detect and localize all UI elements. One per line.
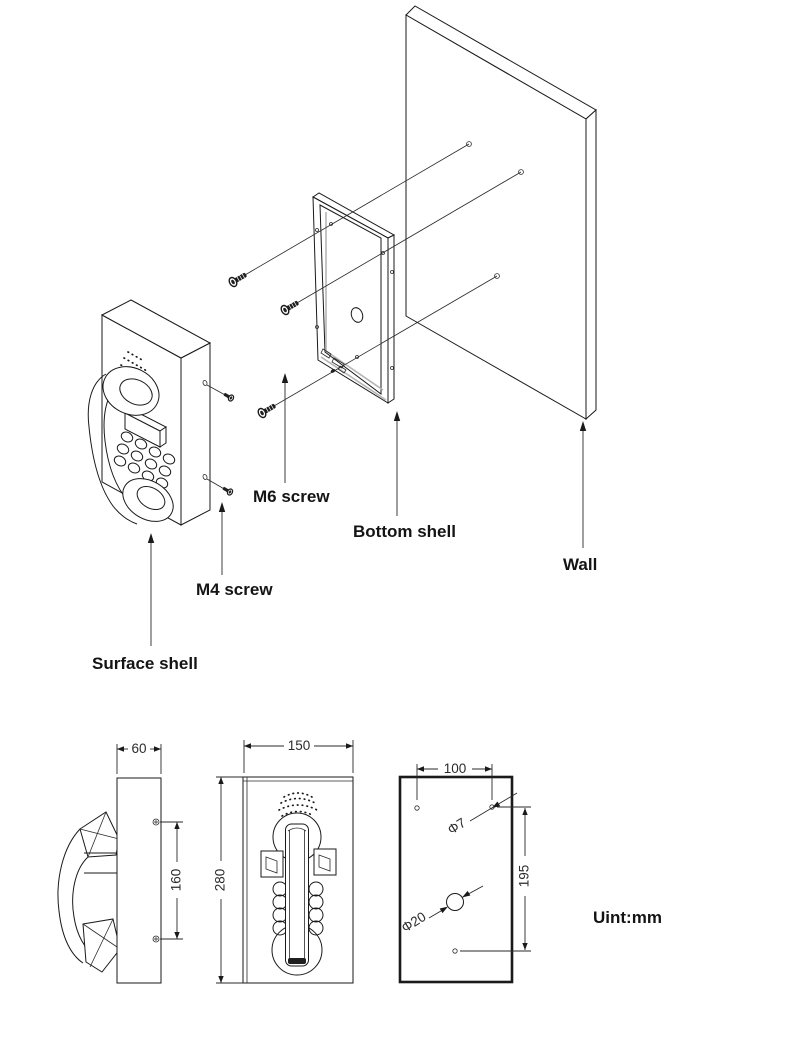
dim-front-width-value: 150 xyxy=(287,738,311,753)
side-view-handset-profile xyxy=(58,812,120,972)
backplate-view-drawing xyxy=(399,761,532,982)
bottom-shell-drawing xyxy=(313,193,394,403)
label-m4-screw: M4 screw xyxy=(196,580,273,599)
dimension-front-width xyxy=(244,738,353,773)
unit-note: Uint:mm xyxy=(593,908,662,927)
dimension-side-depth xyxy=(117,741,161,774)
dim-cable-hole-diameter-value: Φ20 xyxy=(398,908,429,936)
label-wall: Wall xyxy=(563,555,598,574)
m4-screw-drawing xyxy=(221,391,234,496)
dim-front-height-value: 280 xyxy=(212,868,228,892)
dim-side-depth-value: 60 xyxy=(131,741,147,756)
front-handset-bar xyxy=(286,824,309,966)
dim-back-vertical-value: 195 xyxy=(516,864,532,888)
dimension-side-hole-spacing xyxy=(160,822,184,939)
exploded-view xyxy=(88,6,597,673)
label-bottom-shell: Bottom shell xyxy=(353,522,456,541)
side-view-drawing xyxy=(58,741,184,983)
dim-screw-hole-diameter-value: Φ7 xyxy=(444,814,469,838)
callout-arrows xyxy=(148,373,586,646)
front-view-drawing xyxy=(213,738,354,983)
surface-shell-drawing xyxy=(88,300,227,530)
dim-back-horizontal-value: 100 xyxy=(443,761,467,776)
wall-drawing xyxy=(406,6,596,419)
label-m6-screw: M6 screw xyxy=(253,487,330,506)
dim-side-hole-spacing-value: 160 xyxy=(168,868,184,892)
dimension-front-height xyxy=(213,777,244,983)
label-surface-shell: Surface shell xyxy=(92,654,198,673)
